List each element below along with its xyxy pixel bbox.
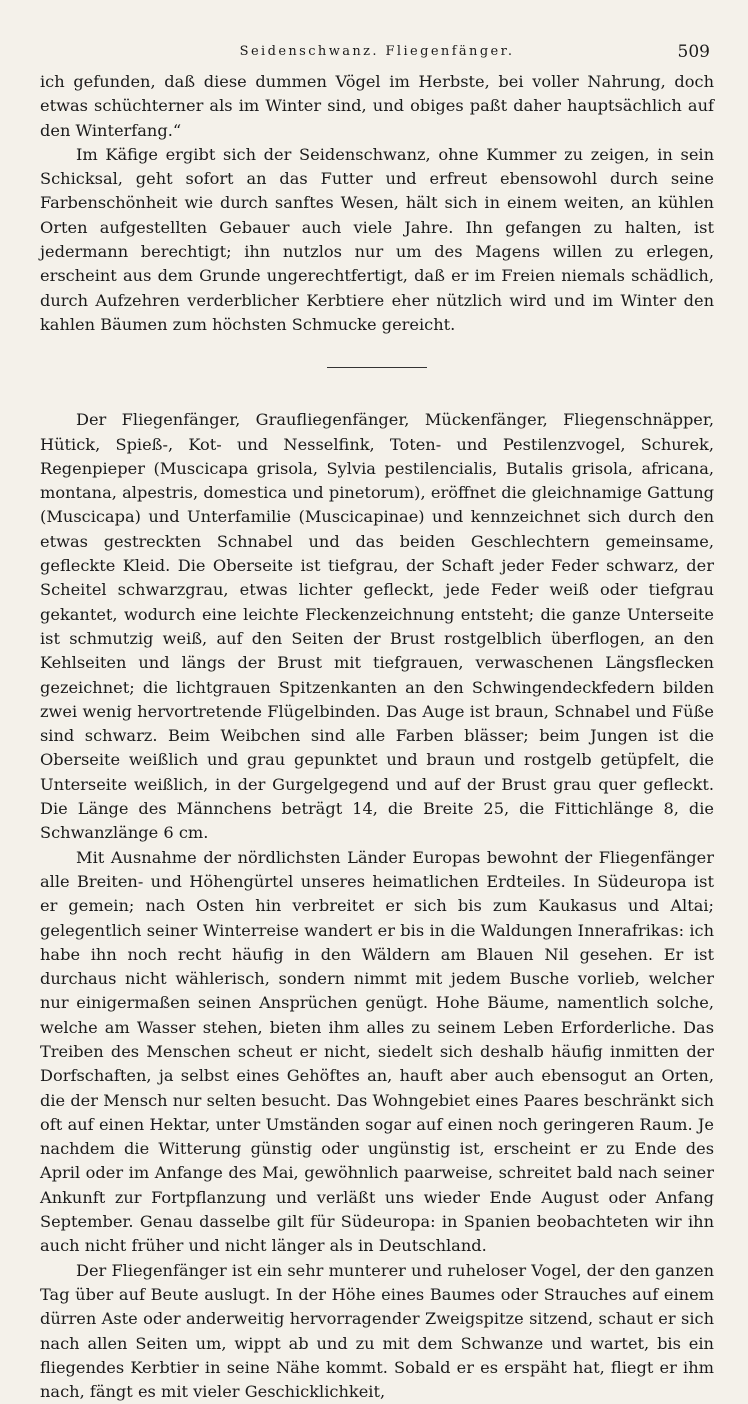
running-title: Seidenschwanz. Fliegenfänger.: [239, 44, 515, 59]
paragraph: Der Fliegenfänger, Graufliegenfänger, Mückenfänger, Fliegenschnäpper, Hütick, Spieß-, Kot- und Nesselfink, Toten- und Pestilenzvogel, Schurek, Regenpieper (Muscicapa grisola, Sylvia pestilencialis, Butalis grisola, africana, montana, alpestris, domestica und pinetorum), eröffnet die gleichnamige Gattung (Muscicapa) und Unterfamilie (Muscicapinae) und kennzeichnet sich durch den etwas gestreckten Schnabel und das beiden Geschlechtern gemeinsame, gefleckte Kleid. Die Oberseite ist tiefgrau, der Schaft jeder Feder schwarz, der Scheitel schwarzgrau, etwas lichter gefleckt, jede Feder weiß oder tiefgrau gekantet, wodurch eine leichte Fleckenzeichnung entsteht; die ganze Unterseite ist schmutzig weiß, auf den Seiten der Brust rostgelblich überflogen, an den Kehlseiten und längs der Brust mit tiefgrauen, verwaschenen Längsflecken gezeichnet; die lichtgrauen Spitzenkanten an den Schwingendeckfedern bilden zwei wenig hervortretende Flügelbinden. Das Auge ist braun, Schnabel und Füße sind schwarz. Beim Weibchen sind alle Farben blässer; beim Jungen ist die Oberseite weißlich und grau gepunktet und braun und rostgelb getüpfelt, die Unterseite weißlich, in der Gurgelgegend und auf der Brust grau quer gefleckt. Die Länge des Männchens beträgt 14, die Breite 25, die Fittichlänge 8, die Schwanzlänge 6 cm.: [40, 410, 714, 843]
paragraph: Der Fliegenfänger ist ein sehr munterer und ruheloser Vogel, der den ganzen Tag über auf Beute auslugt. In der Höhe eines Baumes oder Strauches auf einem dürren Aste oder anderweitig hervorragender Zweigspitze sitzend, schaut er sich nach allen Seiten um, wippt ab und zu mit dem Schwanze und wartet, bis ein fliegendes Kerbtier in seine Nähe kommt. Sobald er es erspäht hat, fliegt er ihm nach, fängt es mit vieler Geschicklichkeit,: [40, 1260, 714, 1402]
page-header: [40, 38, 714, 68]
paragraph: Im Käfige ergibt sich der Seidenschwanz, ohne Kummer zu zeigen, in sein Schicksal, geht sofort an das Futter und erfreut ebensowohl durch seine Farbenschönheit wie durch sanftes Wesen, hält sich in einem weiten, an kühlen Orten aufgestellten Gebauer auch viele Jahre. Ihn gefangen zu halten, ist jedermann berechtigt; ihn nutzlos nur um des Magens willen zu erlegen, erscheint aus dem Grunde ungerechtfertigt, daß er im Freien niemals schädlich, durch Aufzehren verderblicher Kerbtiere eher nützlich wird und im Winter den kahlen Bäumen zum höchsten Schmucke gereicht.: [40, 144, 714, 334]
seidenschwanz-section: [40, 70, 714, 337]
paragraph: Mit Ausnahme der nördlichsten Länder Europas bewohnt der Fliegenfänger alle Breiten- und Höhengürtel unseres heimatlichen Erdteiles. In Südeuropa ist er gemein; nach Osten hin verbreitet er sich bis zum Kaukasus und Altai; gelegentlich seiner Winterreise wandert er bis in die Waldungen Innerafrikas: ich habe ihn noch recht häufig in den Wäldern am Blauen Nil gesehen. Er ist durchaus nicht wählerisch, sondern nimmt mit jedem Busche vorlieb, welcher nur einigermaßen seinen Ansprüchen genügt. Hohe Bäume, namentlich solche, welche am Wasser stehen, bieten ihm alles zu seinem Leben Erforderliche. Das Treiben des Menschen scheut er nicht, siedelt sich deshalb häufig inmitten der Dorfschaften, ja selbst eines Gehöftes an, hauft aber auch ebensogut an Orten, die der Mensch nur selten besucht. Das Wohngebiet eines Paares beschränkt sich oft auf einen Hektar, unter Umständen sogar auf einen noch geringeren Raum. Je nachdem die Witterung günstig oder ungünstig ist, erscheint er zu Ende des April oder im Anfange des Mai, gewöhnlich paarweise, schreitet bald nach seiner Ankunft zur Fortpflanzung und verläßt uns wieder Ende August oder Anfang September. Genau dasselbe gilt für Südeuropa: in Spanien beobachteten wir ihn auch nicht früher und nicht länger als in Deutschland.: [40, 847, 714, 1256]
section-divider: [327, 367, 427, 368]
fliegenfaenger-section: [40, 408, 714, 1404]
page-number: 509: [677, 42, 710, 62]
paragraph: ich gefunden, daß diese dummen Vögel im Herbste, bei voller Nahrung, doch etwas schüchterner als im Winter sind, und obiges paßt daher hauptsächlich auf den Winterfang.“: [40, 72, 714, 140]
